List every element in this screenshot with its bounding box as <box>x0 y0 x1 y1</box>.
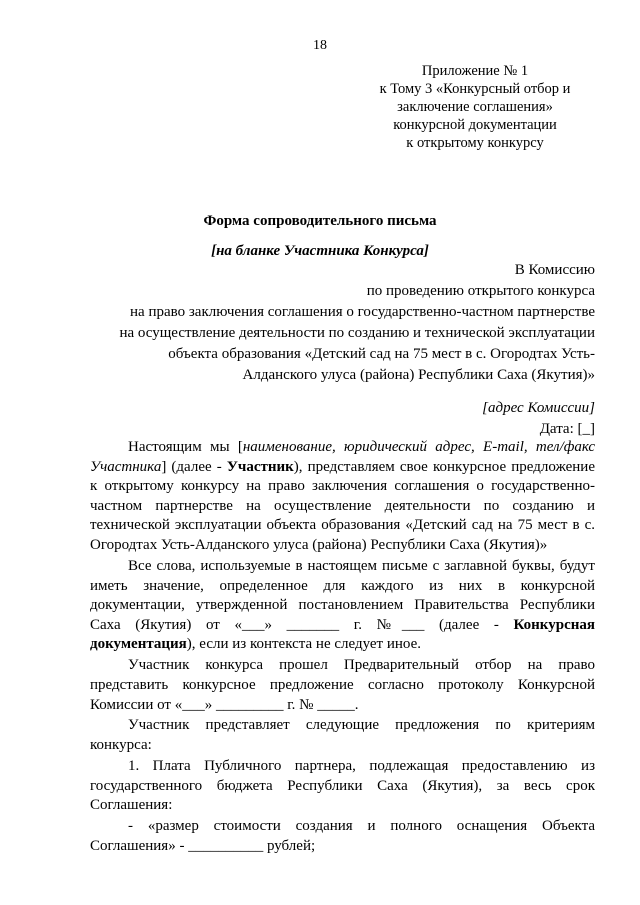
intro-text: ), представляем свое конкурсное предложение к открытому конкурсу на право заключения соглашения о государственно-частном партнерстве на осуществление деятельности по созданию и технической эксплуатации объекта образования «Детский сад на 75 мест в с. Огородтах Усть-Алданского улуса (района) Республики Саха (Якутия)» <box>90 458 595 553</box>
commission-address-placeholder: [адрес Комиссии] <box>482 400 595 416</box>
appendix-line: Приложение № 1 <box>421 63 529 79</box>
letter-body <box>90 438 595 858</box>
participant-term: Участник <box>226 458 294 475</box>
intro-text: Настоящим мы [ <box>128 439 243 455</box>
paragraph-preselection: Участник конкурса прошел Предварительный отбор на право представить конкурсное предложение согласно протоколу Конкурсной Комиссии от «___» _________ г. № _____. <box>90 657 595 713</box>
recipient-line: на осуществление деятельности по созданию и технической эксплуатации <box>119 325 595 341</box>
paragraph-definitions <box>90 557 595 655</box>
appendix-header <box>350 62 600 152</box>
address-block <box>90 398 595 440</box>
paragraph-criterion-1-item: - «размер стоимости создания и полного оснащения Объекта Соглашения» - __________ рублей; <box>90 818 595 854</box>
appendix-line: конкурсной документации <box>393 117 557 133</box>
paragraph-criteria-intro: Участник представляет следующие предложения по критериям конкурса: <box>90 717 595 754</box>
appendix-line: к Тому 3 «Конкурсный отбор и <box>379 81 571 97</box>
recipient-line: объекта образования «Детский сад на 75 мест в с. Огородтах Усть- <box>168 346 595 362</box>
paragraph-criterion-1: 1. Плата Публичного партнера, подлежащая предоставлению из государственного бюджета Республики Саха (Якутия), за весь срок Соглашения: <box>90 758 595 814</box>
recipient-block <box>90 260 595 386</box>
appendix-line: к открытому конкурсу <box>406 135 544 151</box>
recipient-line: Алданского улуса (района) Республики Саха (Якутия)» <box>242 367 595 383</box>
recipient-line: по проведению открытого конкурса <box>366 283 595 299</box>
competition-documentation-term: Конкурсная документация <box>90 616 595 653</box>
participant-details-placeholder: наименование, юридический адрес, E-mail, тел/факс Участника <box>90 439 595 475</box>
paragraph-intro <box>90 438 595 556</box>
document-title: Форма сопроводительного письма <box>203 213 437 229</box>
intro-text: ] (далее - <box>161 458 227 475</box>
document-subtitle: [на бланке Участника Конкурса] <box>211 243 429 259</box>
recipient-line: В Комиссию <box>514 262 595 278</box>
definitions-text: Все слова, используемые в настоящем письме с заглавной буквы, будут иметь значение, определенное для каждого из них в конкурсной документации, утвержденной постановлением Правительства Республики Саха (Якутия) от «___» _______ г. №___ (далее - <box>90 557 595 633</box>
appendix-line: заключение соглашения» <box>397 99 553 115</box>
recipient-line: на право заключения соглашения о государственно-частном партнерстве <box>130 304 595 320</box>
definitions-text: ), если из контекста не следует иное. <box>186 636 422 653</box>
date-line: Дата: [_] <box>539 421 595 437</box>
page-number: 18 <box>313 38 327 53</box>
